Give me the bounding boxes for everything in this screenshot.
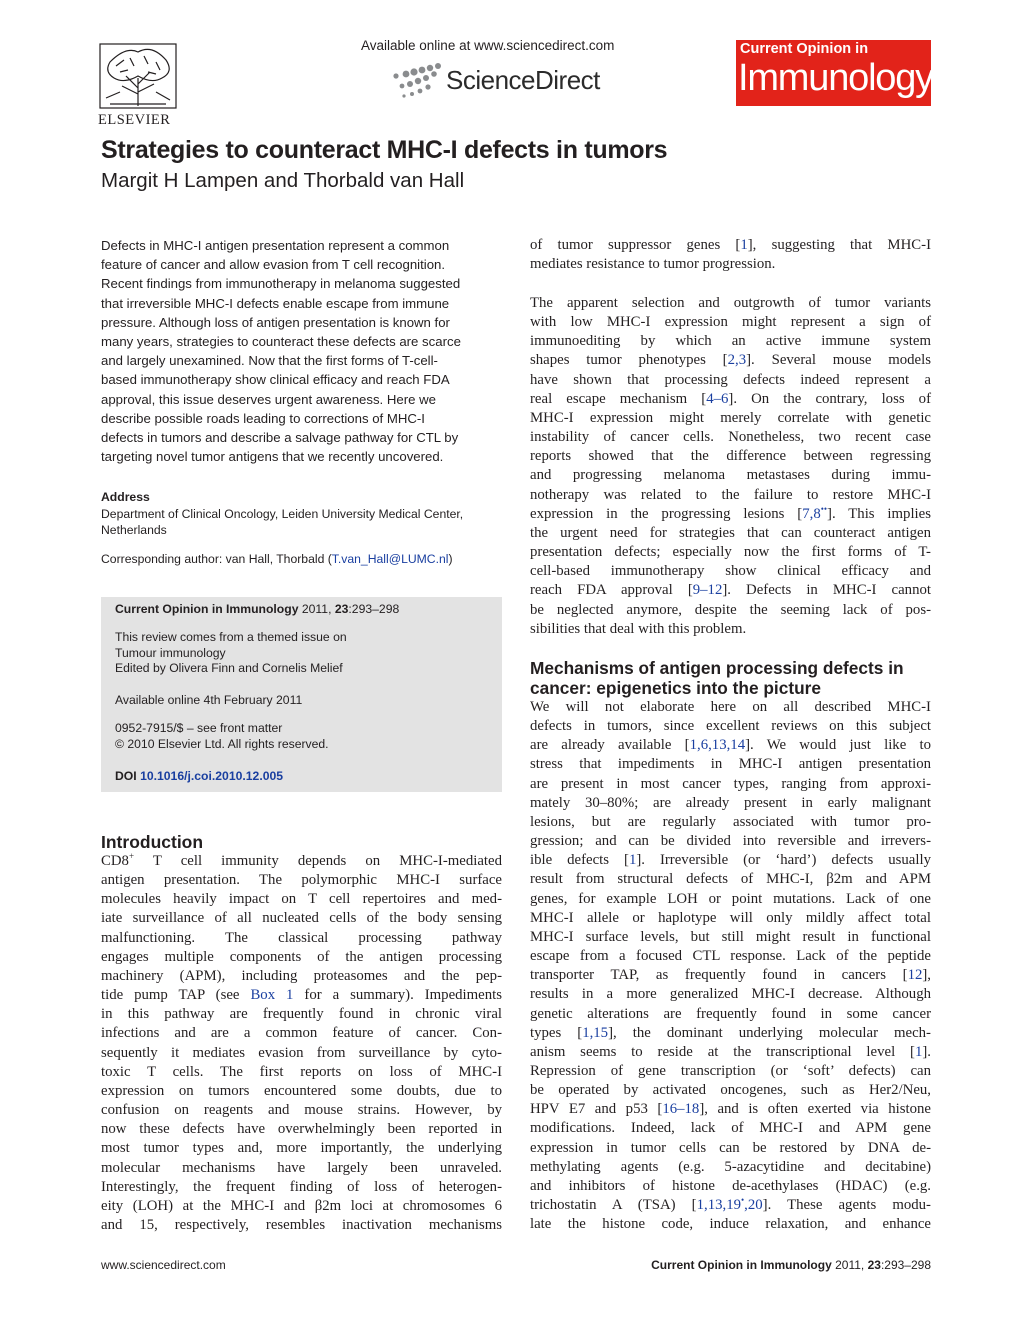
corresponding-prefix: Corresponding author: van Hall, Thorbald ( [101, 552, 332, 566]
body-line: be neglected anymore, despite the seeming lack of pos- [530, 601, 931, 618]
body-text: ible defects [ [530, 852, 629, 869]
citation-link[interactable]: 1,15 [582, 1024, 609, 1041]
body-line: expression in tumor cells can be restored by DNA de- [530, 1139, 931, 1156]
citation-link[interactable]: 4–6 [706, 390, 729, 407]
abstract-line: pressure. Although loss of antigen presentation is known for [101, 314, 450, 330]
article-authors: Margit H Lampen and Thorbald van Hall [101, 169, 465, 192]
mechanisms-heading-line: cancer: epigenetics into the picture [530, 678, 821, 698]
issn-line: 0952-7915/$ – see front matter [115, 721, 283, 735]
body-text: ]. We would just like to [745, 737, 931, 754]
citation-year: 2011, [298, 602, 335, 616]
body-line: have shown that processing defects indeed represent a [530, 371, 931, 388]
citation-pages: :293–298 [348, 602, 400, 616]
address-block [101, 489, 501, 539]
body-text: ]. Irreversible (or ‘hard’) defects usually [636, 852, 931, 869]
doi-label: DOI [115, 769, 141, 783]
body-line: genes, for example LOH or point mutations. Lack of one [530, 890, 931, 907]
body-line: molecular mechanisms have largely been unraveled. [101, 1159, 502, 1176]
body-text: are already available [ [530, 737, 690, 754]
body-line: The apparent selection and outgrowth of tumor variants [530, 295, 931, 311]
body-line: infections and are a common feature of cancer. Con- [101, 1025, 502, 1042]
abstract-line: Recent findings from immunotherapy in melanoma suggested [101, 276, 461, 292]
body-text: expression in the progressing lesions [ [530, 505, 803, 522]
body-line: and 15, respectively, resembles inactivation mechanisms [101, 1216, 502, 1233]
body-line: Repression of gene transcription (or ‘soft’ defects) can [530, 1062, 931, 1079]
body-text: real escape mechanism [ [530, 390, 707, 407]
body-line: and inhibitors of histone de-acethylases (HDAC) (e.g. [530, 1177, 931, 1194]
footer-journal: Current Opinion in Immunology [651, 1258, 832, 1272]
body-line [530, 966, 931, 985]
citation-separator: , [744, 1197, 748, 1214]
body-text: shapes tumor phenotypes [ [530, 352, 728, 369]
doi-link[interactable]: 10.1016/j.coi.2010.12.005 [140, 769, 284, 783]
body-text: trichostatin A (TSA) [ [530, 1197, 697, 1214]
body-line: mediates resistance to tumor progression. [530, 256, 776, 273]
available-online-text: Available online at www.sciencedirect.com [361, 38, 615, 53]
body-line [530, 351, 931, 370]
abstract-line: feature of cancer and allow evasion from T cell recognition. [101, 257, 446, 273]
body-line: antigen presentation. The polymorphic MHC-I surface [101, 872, 502, 889]
body-text: HPV E7 and p53 [ [530, 1101, 663, 1118]
body-line: and progressing melanoma metastases during immu- [530, 467, 931, 484]
body-line [530, 390, 931, 409]
elsevier-wordmark: ELSEVIER [98, 112, 171, 128]
body-line [530, 1100, 931, 1119]
citation-link[interactable]: 12 [907, 967, 923, 984]
body-line [530, 1196, 931, 1215]
citation-line [115, 601, 399, 617]
corresponding-author [101, 552, 501, 566]
body-line: immunoediting by which an active immune system [530, 333, 931, 350]
body-line: instability of cancer cells. Nonetheless, two recent case [530, 429, 931, 446]
body-text: ]. This implies [827, 505, 931, 522]
body-line: eity (LOH) at the MHC-I and β2m loci at chromosomes 6 [101, 1197, 502, 1214]
body-text: reach FDA approval [ [530, 582, 693, 599]
body-line [101, 986, 502, 1005]
citation-link[interactable]: 1 [740, 237, 748, 253]
themed-issue-line: This review comes from a themed issue on [115, 630, 347, 644]
doi-line [115, 768, 283, 784]
box1-link[interactable]: Box 1 [250, 987, 294, 1004]
body-text: ]. Defects in MHC-I cannot [722, 582, 931, 599]
body-line [530, 236, 931, 255]
body-line: malfunctioning. The classical processing pathway [101, 929, 502, 946]
address-line: Netherlands [101, 523, 167, 537]
sciencedirect-wordmark: ScienceDirect [446, 64, 600, 95]
body-text: tide pump TAP (see [101, 987, 251, 1004]
footer-year: 2011, [831, 1258, 868, 1272]
citation-numbers: 7,8 [802, 505, 821, 522]
body-text: ], the dominant underlying molecular mech- [608, 1024, 931, 1041]
body-line: with low MHC-I expression might represent a sign of [530, 314, 931, 331]
body-line: results in a more generalized MHC-I decrease. Although [530, 986, 931, 1003]
body-text: types [ [530, 1024, 583, 1041]
body-line [530, 1043, 931, 1062]
body-text: ], suggesting that MHC-I [747, 237, 931, 253]
body-line [530, 736, 931, 755]
address-heading: Address [101, 490, 150, 504]
body-line: MHC-I allele or haplotype will only mildly affect total [530, 909, 931, 926]
body-line: defects in tumors, since excellent reviews on this subject [530, 718, 931, 735]
citation-volume: 23 [334, 602, 349, 616]
body-line: notherapy was related to the failure to restore MHC-I [530, 486, 931, 503]
body-line: molecules heavily impact on T cell repertoires and med- [101, 891, 502, 908]
mechanisms-heading-line: Mechanisms of antigen processing defects in [530, 658, 904, 678]
body-line: late the histone code, induce relaxation, and enhance [530, 1216, 931, 1233]
paragraph-1 [530, 236, 931, 274]
address-line: Department of Clinical Oncology, Leiden University Medical Center, [101, 506, 464, 521]
body-line: cell-based immunotherapy show clinical efficacy and [530, 563, 931, 580]
body-line: now these defects have overwhelmingly been reported in [101, 1121, 502, 1138]
body-line: lesions, but are regularly associated with tumor pro- [530, 813, 931, 830]
sciencedirect-logo[interactable] [388, 60, 600, 100]
body-line: be operated by activated oncogenes, such as Her2/Neu, [530, 1082, 931, 1099]
corresponding-suffix: ) [448, 552, 453, 566]
body-line: mately 30–80%; are already present in early malignant [530, 794, 931, 811]
citation-link[interactable]: 2,3 [727, 352, 747, 369]
citation-link[interactable]: 1 [914, 1043, 923, 1060]
citation-numbers: 1,13,19 [696, 1197, 741, 1214]
citation-link[interactable]: 9–12 [692, 582, 723, 599]
paragraph-2 [530, 294, 931, 639]
body-line: iate surveillance of all nucleated cells of the body sensing [101, 910, 502, 927]
body-line: MHC-I expression might merely correlate with genetic [530, 409, 931, 426]
cd8-sup: + [128, 851, 135, 862]
citation-link[interactable]: 1,6,13,14 [689, 737, 746, 754]
body-text: for a summary). Impediments [293, 987, 502, 1004]
body-text: transporter TAP, as frequently found in cancers [ [530, 967, 908, 984]
body-line [530, 851, 931, 870]
available-online-date: Available online 4th February 2011 [115, 693, 303, 707]
journal-badge-line1: Current Opinion in [740, 41, 869, 57]
introduction-heading: Introduction [101, 832, 204, 852]
footer-volume: 23 [867, 1258, 881, 1272]
cd8-text: CD8 [101, 853, 129, 869]
body-line: most tumor types and, more importantly, the underlying [101, 1140, 502, 1157]
body-line: MHC-I surface levels, but still might result in functional [530, 928, 931, 945]
body-line: the urgent need for strategies that can counteract antigen [530, 524, 931, 541]
citation-link[interactable] [802, 503, 828, 522]
author-email-link[interactable]: T.van_Hall@LUMC.nl [331, 552, 449, 566]
body-line: are present in most cancer types, ranging from approxi- [530, 775, 931, 792]
abstract-line: Defects in MHC-I antigen presentation represent a common [101, 238, 450, 253]
abstract-line: many years, strategies to counteract these defects are scarce [101, 334, 461, 350]
body-line: confusion on reagents and mouse strains. However, by [101, 1102, 502, 1119]
abstract-line: and largely unexamined. Now that the first forms of T-cell- [101, 353, 438, 369]
citation-importance-mark: • [740, 1195, 745, 1206]
body-line: result from structural defects of MHC-I, β2m and APM [530, 871, 931, 888]
citation-numbers: 20 [747, 1197, 763, 1214]
body-line: reports showed that the difference between regressing [530, 448, 931, 465]
elsevier-tree-icon [96, 42, 180, 112]
citation-importance-mark: •• [820, 503, 828, 514]
body-line: escape from a focused CTL response. Lack of the peptide [530, 948, 931, 965]
abstract [101, 236, 501, 466]
abstract-line: defects in tumors and describe a salvage pathway for CTL by [101, 430, 459, 446]
body-line [530, 505, 931, 524]
body-line: genetic alterations are frequently found in some cancer [530, 1005, 931, 1022]
body-line [530, 581, 931, 600]
abstract-line: targeting novel tumor antigens that we recently uncovered. [101, 449, 444, 465]
body-line: presentation defects; especially now the first forms of T- [530, 544, 931, 561]
themed-issue-topic: Tumour immunology [115, 646, 226, 660]
journal-badge[interactable] [736, 40, 931, 106]
body-text: ]. These agents modu- [762, 1197, 931, 1214]
body-text: ]. [922, 1043, 931, 1060]
abstract-line: based immunotherapy show clinical efficacy and reach FDA [101, 372, 450, 388]
body-line: Interestingly, the frequent finding of loss of heterogen- [101, 1178, 502, 1195]
body-line [101, 852, 502, 871]
body-line: methylating agents (e.g. 5-azacytidine and decitabine) [530, 1158, 931, 1175]
footer-website[interactable]: www.sciencedirect.com [101, 1258, 226, 1272]
body-line: We will not elaborate here on all described MHC-I [530, 699, 931, 715]
body-line: sequently it mediates evasion from surveillance by cyto- [101, 1044, 502, 1061]
sciencedirect-dots-icon [388, 60, 444, 100]
journal-badge-line2: Immunology [738, 57, 933, 99]
abstract-line: approval, this issue deserves urgent awareness. Here we [101, 391, 436, 407]
body-text: ]. On the contrary, loss of [728, 390, 932, 407]
body-line: in this pathway are frequently found in chronic viral [101, 1006, 502, 1023]
body-line: gression; and can be divided into reversible and irrevers- [530, 833, 931, 850]
body-line: expression on tumors encountered some doubts, due to [101, 1082, 502, 1099]
citation-link[interactable] [697, 1197, 763, 1213]
elsevier-logo [96, 42, 180, 130]
body-line: stress that impediments in MHC-I antigen presentation [530, 756, 931, 773]
body-line [530, 1024, 931, 1043]
editors-line: Edited by Olivera Finn and Cornelis Melief [115, 661, 343, 675]
abstract-line: describe possible roads leading to corrections of MHC-I [101, 410, 425, 426]
introduction-body [101, 852, 502, 1235]
mechanisms-heading [530, 658, 931, 698]
body-line: toxic T cells. The first reports on loss of MHC-I [101, 1063, 502, 1080]
body-text: T cell immunity depends on MHC-I-mediated [152, 853, 502, 869]
body-text: ]. Several mouse models [746, 352, 931, 369]
citation-link[interactable]: 1 [628, 852, 637, 869]
footer-citation [651, 1258, 931, 1272]
body-line: engages multiple components of the antigen processing [101, 948, 502, 965]
body-text: anism seems to reside at the transcriptional level [ [530, 1043, 915, 1060]
abstract-line: that irreversible MHC-I defects enable escape from immune [101, 295, 450, 311]
article-title: Strategies to counteract MHC-I defects in tumors [101, 136, 668, 164]
copyright-line: © 2010 Elsevier Ltd. All rights reserved. [115, 737, 329, 751]
body-text: ], [922, 967, 931, 984]
article-info-box [101, 597, 502, 792]
body-line: modifications. Indeed, lack of MHC-I and APM gene [530, 1120, 931, 1137]
footer-pages: :293–298 [880, 1258, 931, 1272]
paragraph-3 [530, 698, 931, 1234]
body-line: machinery (APM), including proteasomes and the pep- [101, 967, 502, 984]
citation-journal: Current Opinion in Immunology [115, 602, 299, 616]
body-line: sibilities that deal with this problem. [530, 620, 747, 637]
citation-link[interactable]: 16–18 [662, 1101, 700, 1118]
body-text: ], and is often exerted via histone [699, 1101, 931, 1118]
body-text: of tumor suppressor genes [ [530, 237, 741, 253]
